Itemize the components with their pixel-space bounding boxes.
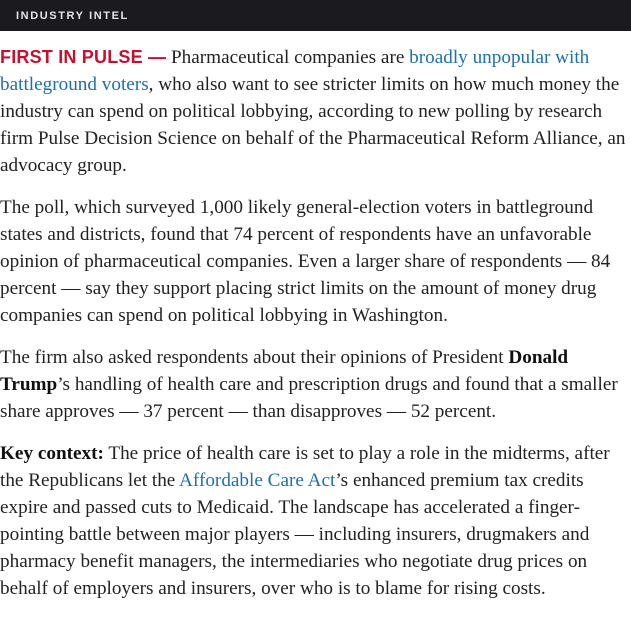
- first-in-pulse-kicker: FIRST IN PULSE —: [0, 47, 167, 67]
- paragraph-4: [0, 440, 631, 602]
- affordable-care-act-link[interactable]: Affordable Care Act: [179, 470, 336, 491]
- paragraph-3-text-a: The firm also asked respondents about their opinions of President: [0, 347, 509, 368]
- paragraph-3-text-b: ’s handling of health care and prescription drugs and found that a smaller share approves — 37 percent — than disapproves — 52 percent.: [0, 374, 618, 422]
- paragraph-1-text-a: Pharmaceutical companies are: [166, 47, 410, 68]
- section-header-bar: [0, 0, 631, 31]
- key-context-lead: Key context:: [0, 443, 104, 464]
- paragraph-1: [0, 44, 631, 179]
- paragraph-4-text-a: The price of health care is set to play a role in the midterms, after the Republicans let the: [0, 443, 610, 491]
- paragraph-3: [0, 344, 631, 425]
- article-body: [0, 44, 631, 617]
- paragraph-2: The poll, which surveyed 1,000 likely general-election voters in battleground states and districts, found that 74 percent of respondents have an unfavorable opinion of pharmaceutical companies. Even a larger share of respondents — 84 percent — say they support placing strict limits on the amount of money drug companies can spend on political lobbying in Washington.: [0, 197, 611, 326]
- paragraph-1-text-b: , who also want to see stricter limits on how much money the industry can spend on political lobbying, according to new polling by research firm Pulse Decision Science on behalf of the Pharmaceutical Reform Alliance, an advocacy group.: [0, 74, 626, 176]
- battleground-voters-link[interactable]: broadly unpopular with battleground voters: [0, 47, 590, 95]
- paragraph-4-text-b: ’s enhanced premium tax credits expire and passed cuts to Medicaid. The landscape has accelerated a finger-pointing battle between major players — including insurers, drugmakers and pharmacy benefit managers, the intermediaries who negotiate drug prices on behalf of employers and insurers, over who is to blame for rising costs.: [0, 470, 590, 599]
- donald-trump-name: Donald Trump: [0, 347, 569, 395]
- section-label: INDUSTRY INTEL: [16, 10, 129, 22]
